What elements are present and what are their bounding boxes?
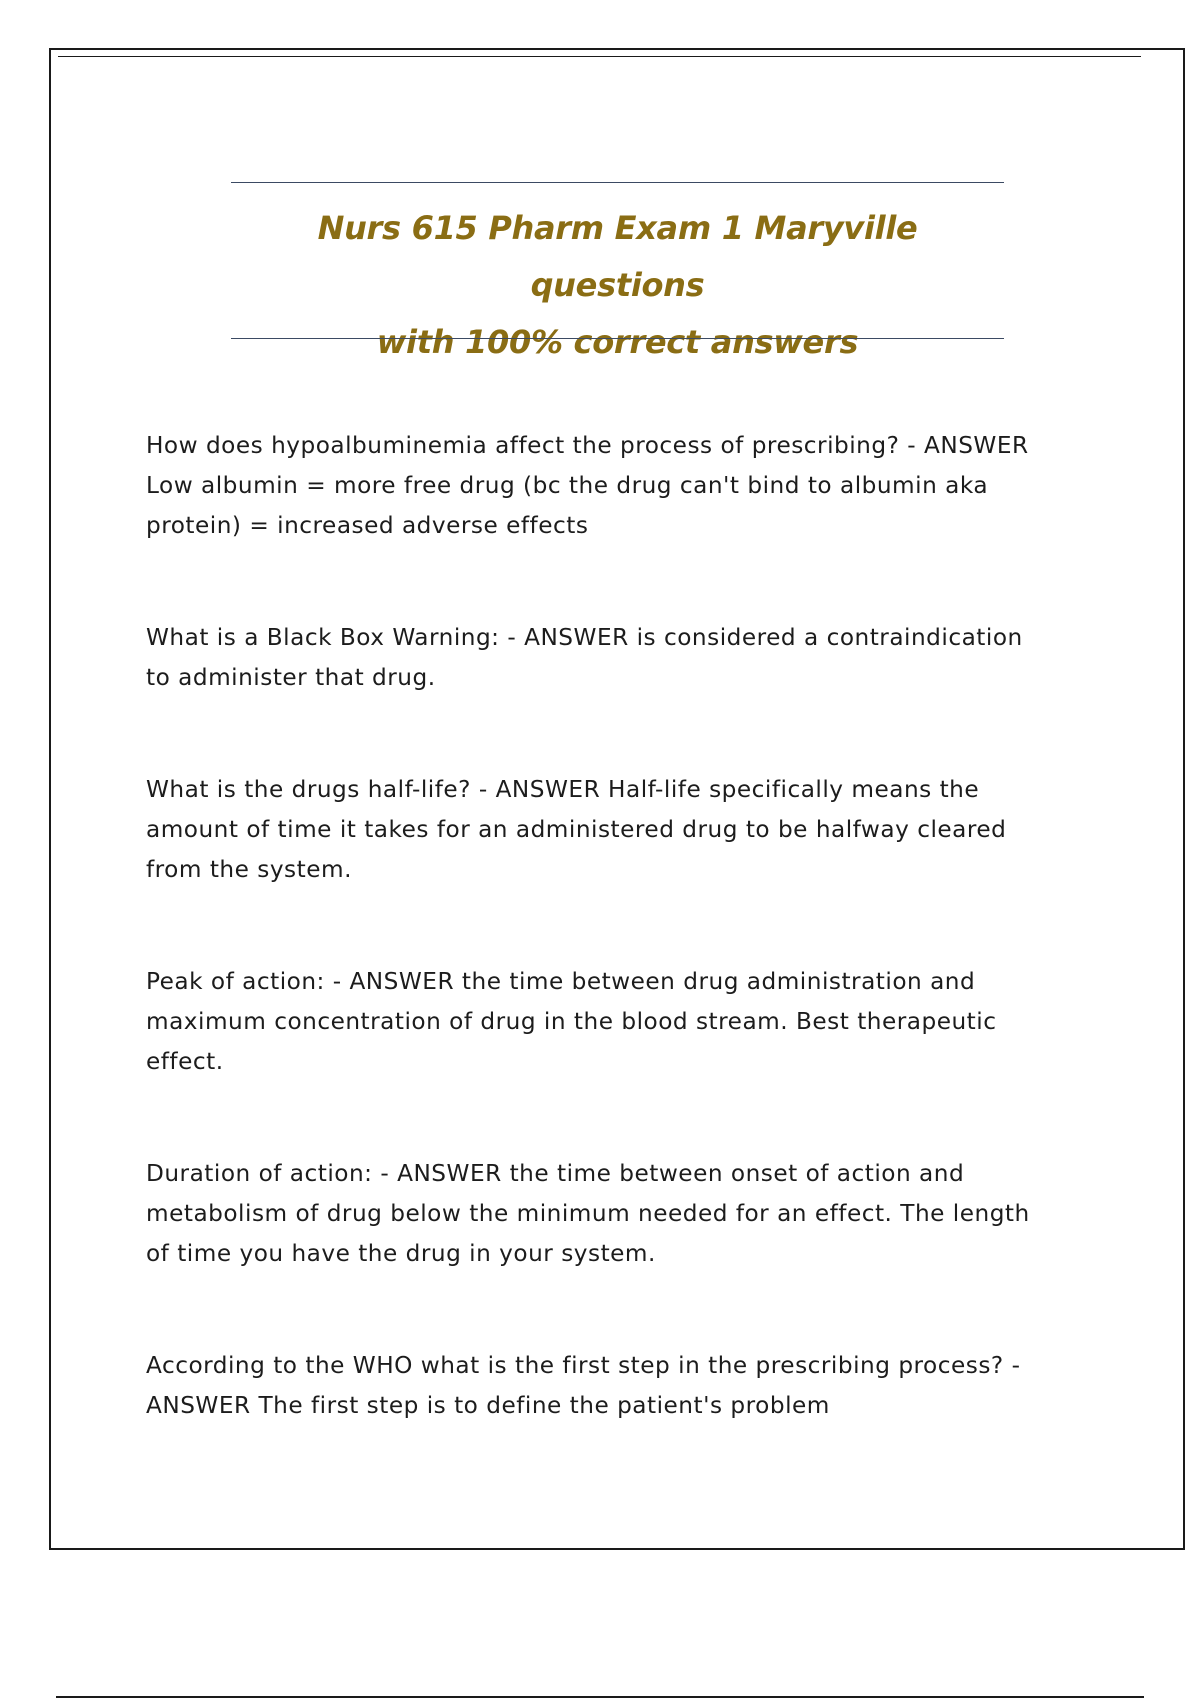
qa-list — [146, 426, 1146, 1426]
qa-item-half-life — [146, 770, 1146, 890]
qa-line: to administer that drug. — [146, 664, 436, 691]
qa-item-peak-of-action — [146, 962, 1146, 1082]
qa-line: What is a Black Box Warning: - ANSWER is considered a contraindication — [146, 624, 1023, 651]
qa-line: How does hypoalbuminemia affect the process of prescribing? - ANSWER — [146, 432, 1029, 459]
qa-line: Low albumin = more free drug (bc the drug can't bind to albumin aka — [146, 472, 989, 499]
qa-line: from the system. — [146, 856, 352, 883]
qa-line: protein) = increased adverse effects — [146, 512, 589, 539]
page-frame — [49, 48, 1185, 1550]
qa-line: What is the drugs half-life? - ANSWER Half-life specifically means the — [146, 776, 980, 803]
qa-line: Peak of action: - ANSWER the time between drug administration and — [146, 968, 976, 995]
qa-item-black-box-warning — [146, 618, 1146, 698]
qa-line: amount of time it takes for an administered drug to be halfway cleared — [146, 816, 1007, 843]
title-bottom-rule — [231, 338, 1004, 339]
title-top-rule — [231, 182, 1004, 183]
document-title — [231, 200, 1004, 371]
document-title-line-2: with 100% correct answers — [376, 323, 859, 361]
document-title-line-1: Nurs 615 Pharm Exam 1 Maryville questions — [317, 209, 918, 304]
qa-line: According to the WHO what is the first step in the prescribing process? - — [146, 1352, 1021, 1379]
qa-item-who-first-step — [146, 1346, 1146, 1426]
next-page-top-rule — [56, 1696, 1144, 1698]
qa-line: metabolism of drug below the minimum needed for an effect. The length — [146, 1200, 1030, 1227]
qa-line: maximum concentration of drug in the blood stream. Best therapeutic — [146, 1008, 997, 1035]
qa-line: of time you have the drug in your system. — [146, 1240, 656, 1267]
qa-line: ANSWER The first step is to define the patient's problem — [146, 1392, 830, 1419]
qa-line: effect. — [146, 1048, 224, 1075]
frame-top-double-line — [58, 56, 1141, 57]
qa-line: Duration of action: - ANSWER the time between onset of action and — [146, 1160, 965, 1187]
qa-item-duration-of-action — [146, 1154, 1146, 1274]
qa-item-hypoalbuminemia — [146, 426, 1146, 546]
